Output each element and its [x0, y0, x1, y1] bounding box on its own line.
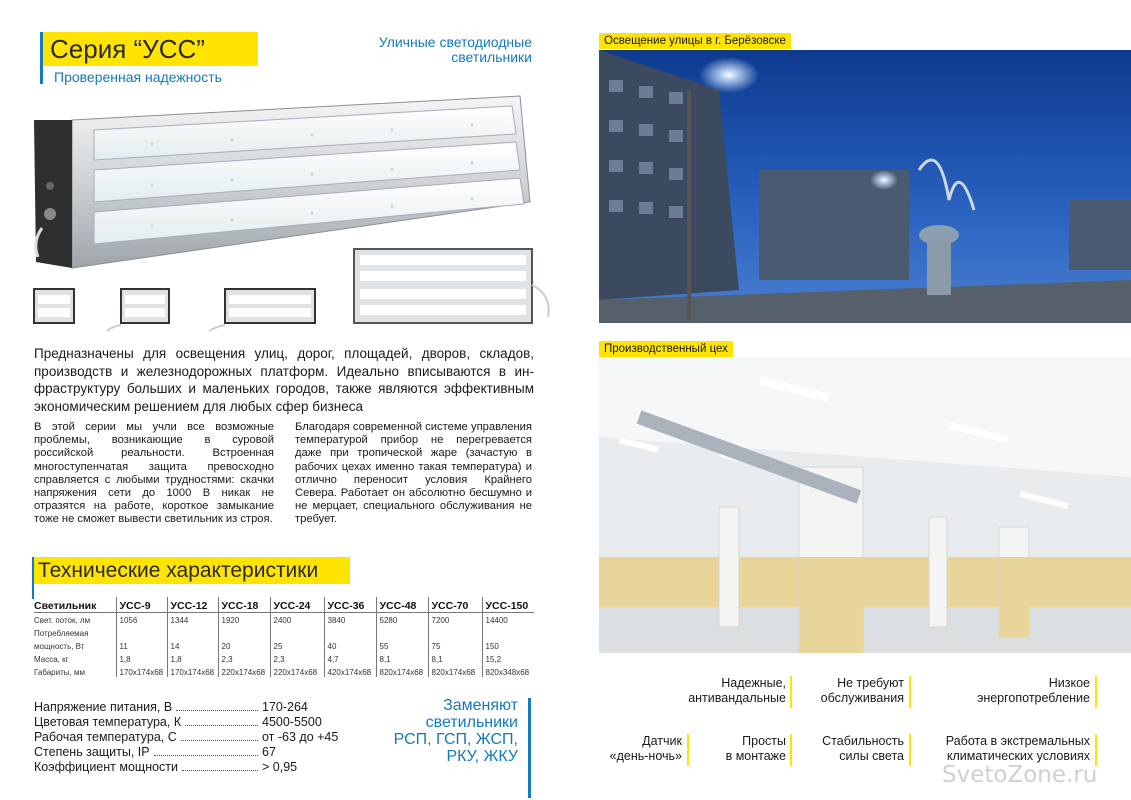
spec-row-label: Потребляемая — [34, 629, 89, 638]
param-value: > 0,95 — [262, 760, 298, 774]
feature-line: антивандальные — [688, 691, 786, 705]
param-key: Рабочая температура, С — [34, 730, 177, 744]
title-accent-rule — [40, 32, 43, 84]
spec-cell: 14400 — [482, 612, 534, 625]
feature-line: Просты — [742, 734, 786, 748]
spec-model: УСС-36 — [324, 597, 376, 612]
spec-model: УСС-18 — [218, 597, 270, 612]
replaces-line: РКУ, ЖКУ — [446, 748, 518, 765]
spec-cell: 15,2 — [482, 651, 534, 664]
spec-cell: 150 — [482, 638, 534, 651]
spec-cell — [270, 625, 324, 638]
spec-cell — [428, 625, 482, 638]
spec-cell: 820x174x68 — [376, 664, 428, 677]
feature-line: в монтаже — [725, 749, 786, 763]
replaces-line: светильники — [425, 714, 518, 731]
spec-cell: 820x174x68 — [428, 664, 482, 677]
tech-specs-heading: Технические характеристики — [32, 557, 350, 584]
spec-cell — [376, 625, 428, 638]
feature-line: силы света — [839, 749, 904, 763]
leader-dots — [182, 760, 258, 771]
feature-bar — [1095, 676, 1097, 708]
feature-item — [652, 676, 786, 706]
spec-model: УСС-12 — [167, 597, 218, 612]
spec-cell: 7200 — [428, 612, 482, 625]
spec-cell: 420x174x68 — [324, 664, 376, 677]
param-row — [34, 760, 334, 775]
table-row — [34, 651, 534, 664]
param-key: Коэффициент мощности — [34, 760, 179, 774]
series-title: Серия “УСС” — [40, 32, 258, 66]
spec-cell: 170x174x68 — [167, 664, 218, 677]
spec-cell: 170x174x68 — [116, 664, 167, 677]
spec-row-label: мощность, Вт — [34, 642, 85, 651]
feature-bar — [909, 676, 911, 708]
param-value: 4500-5500 — [262, 715, 322, 729]
lamp-thumb-2 — [103, 285, 173, 335]
lamp-thumb-4 — [352, 245, 562, 330]
leader-dots — [181, 730, 258, 741]
param-row — [34, 745, 334, 760]
spec-model: УСС-24 — [270, 597, 324, 612]
feature-item — [800, 676, 904, 706]
feature-item — [700, 734, 786, 764]
spec-cell: 820x348x68 — [482, 664, 534, 677]
feature-line: Не требуют — [837, 676, 904, 690]
spec-cell: 2400 — [270, 612, 324, 625]
spec-cell: 1,8 — [116, 651, 167, 664]
replaces-line: Заменяют — [443, 697, 518, 714]
category-line-1: Уличные светодиодные — [378, 34, 532, 50]
feature-item — [590, 734, 682, 764]
category-line-2: светильники — [451, 49, 532, 65]
param-key: Цветовая температура, К — [34, 715, 182, 729]
replaces-line: РСП, ГСП, ЖСП, — [393, 731, 518, 748]
spec-cell: 55 — [376, 638, 428, 651]
feature-line: Работа в экстремальных — [945, 734, 1090, 748]
param-value: 170-264 — [262, 700, 308, 714]
feature-line: Датчик — [642, 734, 682, 748]
spec-cell: 8,1 — [428, 651, 482, 664]
feature-line: Низкое — [1048, 676, 1090, 690]
spec-cell: 40 — [324, 638, 376, 651]
spec-cell — [324, 625, 376, 638]
table-row — [34, 612, 534, 625]
lamp-thumb-3 — [205, 285, 320, 335]
spec-cell: 8,1 — [376, 651, 428, 664]
category-heading — [346, 35, 532, 65]
table-row — [34, 625, 534, 638]
spec-cell: 1,8 — [167, 651, 218, 664]
spec-cell: 25 — [270, 638, 324, 651]
spec-cell: 2,3 — [218, 651, 270, 664]
table-row — [34, 664, 534, 677]
factory-photo — [599, 357, 1131, 653]
feature-item — [940, 676, 1090, 706]
table-row — [34, 638, 534, 651]
feature-bar — [790, 676, 792, 708]
spec-cell: 75 — [428, 638, 482, 651]
feature-line: Стабильность — [822, 734, 904, 748]
spec-cell: 5280 — [376, 612, 428, 625]
param-row — [34, 700, 334, 715]
spec-cell: 220x174x68 — [218, 664, 270, 677]
spec-cell: 11 — [116, 638, 167, 651]
spec-cell: 20 — [218, 638, 270, 651]
replaces-accent-rule — [528, 698, 531, 798]
feature-bar — [687, 734, 689, 766]
spec-cell — [116, 625, 167, 638]
street-photo-label: Освещение улицы в г. Берёзовске — [599, 33, 791, 49]
spec-cell — [482, 625, 534, 638]
spec-row-label: Масса, кг — [34, 655, 69, 664]
tech-accent-rule — [32, 557, 34, 599]
body-column-1: В этой серии мы учли все возможные проблемы, возникающие в суровой российской реальности. Встроенная многоступенчатая защита превосходно справляется с любыми трудностями: скачки напряжения сети до 1000 В никак не отразятся на работе, короткое замыкание тоже не сможет вывести светильник из строя. — [34, 421, 274, 526]
spec-cell: 2,3 — [270, 651, 324, 664]
spec-cell — [167, 625, 218, 638]
spec-table-header — [34, 597, 534, 612]
spec-cell — [218, 625, 270, 638]
feature-item — [920, 734, 1090, 764]
spec-table — [34, 597, 534, 677]
spec-cell: 1056 — [116, 612, 167, 625]
spec-model: УСС-70 — [428, 597, 482, 612]
feature-line: обслуживания — [820, 691, 904, 705]
spec-header-label: Светильник — [34, 597, 116, 612]
feature-bar — [790, 734, 792, 766]
intro-paragraph: Предназначены для освещения улиц, дорог, площадей, дворов, складов, производств и железнодорожных платформ. Идеально вписываются в инфраструктуру больших и маленьких городов, также являются эффективным экономическим решением для любых сфер бизнеса — [34, 346, 534, 414]
feature-item — [800, 734, 904, 764]
spec-model: УСС-9 — [116, 597, 167, 612]
spec-row-label: Свет. поток, лм — [34, 616, 91, 625]
body-column-2: Благодаря современной системе управления температурой прибор не перегревается даже при тропической жаре (зачастую в рабочих цехах именно такая температура) и отлично переносит условия Крайнего Севера. Работает он абсолютно бесшумно и не мерцает, специального обслуживания не требует. — [295, 421, 532, 526]
param-value: 67 — [262, 745, 276, 759]
feature-line: климатических условиях — [946, 749, 1090, 763]
param-value: от -63 до +45 — [262, 730, 339, 744]
spec-cell: 4,7 — [324, 651, 376, 664]
factory-photo-label: Производственный цех — [599, 341, 733, 357]
spec-cell: 14 — [167, 638, 218, 651]
leader-dots — [154, 745, 258, 756]
leader-dots — [185, 715, 258, 726]
electrical-params — [34, 700, 339, 775]
spec-model: УСС-48 — [376, 597, 428, 612]
replaces-block — [378, 697, 518, 765]
lamp-thumb-1 — [32, 285, 77, 327]
tagline: Проверенная надежность — [54, 69, 222, 85]
param-row — [34, 715, 334, 730]
feature-line: энергопотребление — [976, 691, 1090, 705]
spec-cell: 3840 — [324, 612, 376, 625]
spec-model: УСС-150 — [482, 597, 534, 612]
spec-row-label: Габариты, мм — [34, 668, 85, 677]
street-lighting-photo — [599, 50, 1131, 323]
feature-line: «день-ночь» — [609, 749, 682, 763]
param-key: Степень защиты, IP — [34, 745, 150, 759]
leader-dots — [176, 700, 258, 711]
spec-cell: 1344 — [167, 612, 218, 625]
param-row — [34, 730, 339, 745]
param-key: Напряжение питания, В — [34, 700, 173, 714]
spec-cell: 1920 — [218, 612, 270, 625]
feature-line: Надежные, — [721, 676, 786, 690]
watermark: SvetoZone.ru — [942, 762, 1098, 788]
feature-bar — [909, 734, 911, 766]
spec-cell: 220x174x68 — [270, 664, 324, 677]
